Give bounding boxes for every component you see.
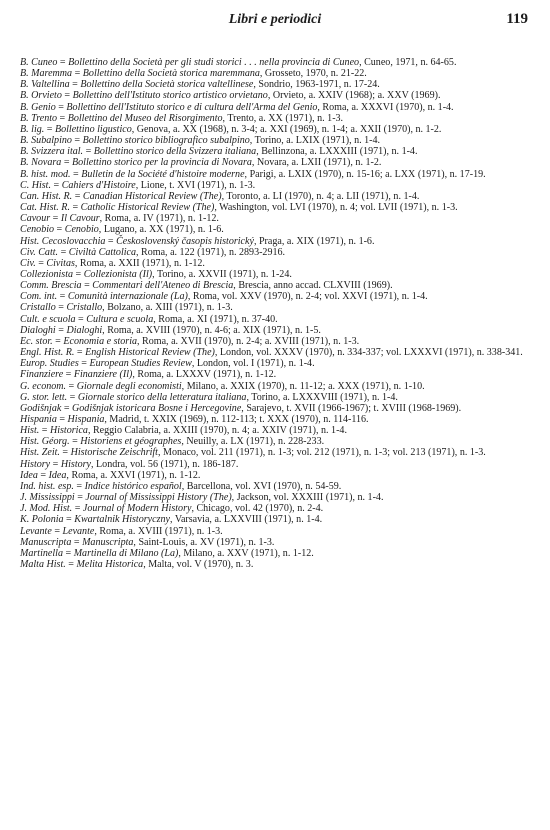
entry-title: Bollettino storico bibliografico subalpino: [82, 135, 250, 147]
entry-title: Comunità internazionale (La): [67, 291, 188, 303]
entry-details: , Novara, a. LXII (1971), n. 1-2.: [251, 157, 382, 169]
list-item: [20, 459, 528, 470]
entry-abbreviation: J. Mississippi: [20, 492, 75, 504]
entry-details: , Jackson, vol. XXXIII (1971), n. 1-4.: [231, 492, 384, 504]
entry-title: European Studies Review: [89, 358, 192, 370]
entry-separator: =: [69, 202, 81, 214]
entry-separator: =: [63, 514, 75, 526]
entry-title: Finanziere (Il): [73, 369, 133, 381]
entry-abbreviation: Civ.: [20, 257, 36, 269]
entry-separator: =: [57, 112, 68, 124]
entry-abbreviation: C. Hist.: [20, 179, 51, 191]
entry-details: , Madrid, t. XXIX (1969), n. 112-113; t. XXX (1970), n. 114-116.: [104, 414, 369, 425]
list-item: [20, 124, 528, 135]
list-item: [20, 180, 528, 191]
list-item: [20, 280, 528, 291]
entry-separator: =: [69, 79, 81, 91]
entry-separator: =: [72, 503, 83, 515]
entry-details: , Roma, a. XXVI (1971), n. 1-12.: [66, 469, 201, 481]
entry-abbreviation: J. Mod. Hist.: [20, 503, 73, 515]
list-item: [20, 79, 528, 90]
entry-details: , Londra, vol. 56 (1971), n. 186-187.: [91, 458, 239, 470]
entry-abbreviation: Cat. Hist. R.: [20, 202, 70, 214]
entry-abbreviation: G. econom.: [20, 380, 67, 392]
entry-separator: =: [71, 135, 83, 147]
entry-abbreviation: Ec. stor.: [20, 335, 53, 347]
entry-title: Historica: [49, 425, 88, 437]
entry-title: Journal of Mississippi History (The): [85, 492, 232, 504]
entry-title: Cenobio: [64, 224, 99, 236]
entry-separator: =: [55, 101, 67, 113]
entry-abbreviation: History: [20, 458, 51, 470]
entry-abbreviation: B. Genio: [20, 101, 56, 113]
entry-details: , Parigi, a. LXIX (1970), n. 15-16; a. LXX (1971), n. 17-19.: [244, 168, 486, 180]
list-item: [20, 492, 528, 503]
entry-details: , Lione, t. XVI (1971), n. 1-3.: [135, 179, 256, 191]
entry-details: , Milano, a. XXV (1971), n. 1-12.: [178, 547, 314, 559]
entry-title: Bollettino della Società per gli studi storici . . . nella provincia di Cuneo: [68, 57, 360, 68]
list-item: [20, 314, 528, 325]
entry-title: Bollettino del Museo del Risorgimento: [67, 112, 223, 124]
entry-abbreviation: Finanziere: [20, 369, 64, 381]
list-item: [20, 236, 528, 247]
entry-details: , Torino, a. LXIX (1971), n. 1-4.: [249, 135, 381, 147]
entry-details: , Milano, a. XXIX (1970), n. 11-12; a. XXX (1971), n. 1-10.: [181, 380, 425, 392]
entry-title: Kwartalnik Historyczny: [74, 514, 170, 526]
entry-details: , London, vol. I (1971), n. 1-4.: [191, 358, 315, 370]
entry-abbreviation: B. Valtellina: [20, 79, 70, 91]
page-header: [0, 10, 550, 34]
entry-details: , Trento, a. XX (1971), n. 1-3.: [222, 112, 344, 124]
list-item: [20, 169, 528, 180]
entry-separator: =: [73, 268, 84, 280]
entry-separator: =: [51, 525, 63, 537]
entry-separator: =: [105, 235, 117, 247]
entry-title: Bollettino ligustico: [54, 123, 132, 135]
entry-separator: =: [65, 559, 77, 571]
entry-title: Historische Zeischrift: [70, 447, 158, 459]
list-item: [20, 414, 528, 425]
list-item: [20, 481, 528, 492]
entry-title: Civitas: [46, 257, 75, 269]
entry-title: Canadian Historical Review (The): [82, 190, 222, 202]
list-item: [20, 548, 528, 559]
list-item: [20, 503, 528, 514]
entry-abbreviation: Collezionista: [20, 268, 74, 280]
entry-abbreviation: Cenobio: [20, 224, 55, 236]
entry-title: Manuscripta: [82, 536, 134, 548]
entry-separator: =: [61, 157, 73, 169]
entry-title: Melita Historica: [76, 559, 144, 571]
entry-abbreviation: B. Novara: [20, 157, 62, 169]
entry-title: History: [60, 458, 92, 470]
entry-title: Idea: [48, 469, 67, 481]
entry-separator: =: [74, 492, 86, 504]
list-item: [20, 68, 528, 79]
entry-abbreviation: Malta Hist.: [20, 559, 66, 571]
entry-details: , Torino, a. LXXXVIII (1971), n. 1-4.: [246, 391, 398, 403]
entry-abbreviation: B. Maremma: [20, 68, 73, 80]
entry-separator: =: [44, 123, 55, 135]
entry-abbreviation: Can. Hist. R.: [20, 190, 73, 202]
entry-details: , London, vol. XXXV (1970), n. 334-337; vol. LXXXVI (1971), n. 338-341.: [214, 347, 523, 359]
entry-abbreviation: Idea: [20, 469, 38, 481]
entry-title: Giornale degli economisti: [76, 380, 182, 392]
entry-separator: =: [51, 179, 62, 191]
entry-abbreviation: Cult. e scuola: [20, 313, 76, 325]
entry-title: Indice histórico español: [84, 480, 182, 492]
entry-details: , Torino, a. XXVII (1971), n. 1-24.: [152, 268, 292, 280]
entry-details: , Toronto, a. LI (1970), n. 4; a. LII (1971), n. 1-4.: [221, 190, 420, 202]
entry-title: Bollettino dell'Istituto storico artistico orvietano: [72, 90, 268, 102]
list-item: [20, 470, 528, 481]
entry-separator: =: [81, 280, 93, 292]
entry-separator: =: [71, 536, 83, 548]
list-item: [20, 291, 528, 302]
list-item: [20, 514, 528, 525]
entry-separator: =: [59, 447, 71, 459]
entry-details: , Roma, a. XI (1971), n. 37-40.: [153, 313, 278, 325]
entry-details: , Grosseto, 1970, n. 21-22.: [259, 68, 367, 80]
entry-details: , Sondrio, 1963-1971, n. 17-24.: [253, 79, 380, 91]
entry-separator: =: [39, 425, 50, 437]
entry-details: , Neuilly, a. LX (1971), n. 228-233.: [181, 436, 325, 448]
entry-details: , Monaco, vol. 211 (1971), n. 1-3; vol. 212 (1971), n. 1-3; vol. 213 (1971), n. 1-3.: [157, 447, 486, 459]
entry-abbreviation: G. stor. lett.: [20, 391, 68, 403]
entry-abbreviation: Dialoghi: [20, 324, 56, 336]
entry-abbreviation: Europ. Studies: [20, 358, 79, 370]
list-item: [20, 269, 528, 280]
list-item: [20, 224, 528, 235]
list-item: [20, 135, 528, 146]
list-item: [20, 381, 528, 392]
entry-details: , Roma, a. XVIII (1970), n. 4-6; a. XIX (1971), n. 1-5.: [102, 324, 321, 336]
entry-abbreviation: Hist. Géorg.: [20, 436, 70, 448]
list-item: [20, 202, 528, 213]
list-item: [20, 146, 528, 157]
entry-abbreviation: Martinella: [20, 547, 63, 559]
entry-details: , Cuneo, 1971, n. 64-65.: [359, 57, 457, 68]
entry-title: Godišnjak istoricara Bosne i Hercegovine: [72, 402, 242, 414]
list-item: [20, 258, 528, 269]
entry-separator: =: [62, 547, 74, 559]
page-number: 119: [506, 11, 528, 27]
entry-separator: =: [67, 391, 78, 403]
entry-separator: =: [78, 358, 90, 370]
list-item: [20, 336, 528, 347]
entry-details: , Roma, a. IV (1971), n. 1-12.: [99, 213, 219, 225]
entry-title: Journal of Modern History: [82, 503, 192, 515]
entry-details: , Reggio Calabria, a. XXIII (1970), n. 4; a. XXIV (1971), n. 1-4.: [87, 425, 347, 437]
entry-details: , Roma, vol. XXV (1970), n. 2-4; vol. XXVI (1971), n. 1-4.: [187, 291, 428, 303]
entry-title: Dialoghi: [66, 324, 103, 336]
entry-details: , Varsavia, a. LXXVIII (1971), n. 1-4.: [169, 514, 323, 526]
entry-details: , Roma, a. 122 (1971), n. 2893-2916.: [136, 246, 286, 258]
entry-details: , Lugano, a. XX (1971), n. 1-6.: [98, 224, 224, 236]
entry-details: , Malta, vol. V (1970), n. 3.: [143, 559, 254, 571]
entry-separator: =: [58, 246, 69, 258]
entry-separator: =: [55, 302, 67, 314]
entry-separator: =: [61, 90, 73, 102]
entry-abbreviation: B. Cuneo: [20, 57, 58, 68]
entry-separator: =: [66, 380, 77, 392]
entry-separator: =: [35, 257, 47, 269]
entry-details: , Roma, a. XVIII (1971), n. 1-3.: [94, 525, 223, 537]
entry-abbreviation: K. Polonia: [20, 514, 64, 526]
list-item: [20, 358, 528, 369]
entry-title: Collezionista (Il): [83, 268, 153, 280]
list-item: [20, 302, 528, 313]
entry-title: Bollettino storico della Svizzera italiana: [93, 146, 257, 158]
list-item: [20, 191, 528, 202]
entry-abbreviation: Hist.: [20, 425, 40, 437]
list-item: [20, 403, 528, 414]
entry-title: Martinella di Milano (La): [73, 547, 179, 559]
entry-abbreviation: B. hist. mod.: [20, 168, 71, 180]
entry-details: , Roma, a. XXII (1971), n. 1-12.: [74, 257, 205, 269]
entry-title: Levante: [62, 525, 95, 537]
entry-separator: =: [70, 168, 82, 180]
entry-title: Cristallo: [66, 302, 103, 314]
list-item: [20, 425, 528, 436]
list-item: [20, 157, 528, 168]
entry-separator: =: [54, 224, 65, 236]
entry-abbreviation: Engl. Hist. R.: [20, 347, 75, 359]
entry-title: Economia e storia: [63, 335, 138, 347]
entry-title: Cahiers d'Histoire: [61, 179, 136, 191]
entry-separator: =: [56, 414, 68, 425]
entry-abbreviation: Cavour: [20, 213, 51, 225]
entry-abbreviation: Godišnjak: [20, 402, 62, 414]
entry-title: Civiltà Cattolica: [68, 246, 137, 258]
entry-separator: =: [55, 324, 67, 336]
entry-title: Bulletin de la Société d'histoire moderne: [81, 168, 245, 180]
list-item: [20, 559, 528, 570]
entry-details: , Praga, a. XIX (1971), n. 1-6.: [253, 235, 375, 247]
entry-abbreviation: Manuscripta: [20, 536, 72, 548]
entry-separator: =: [75, 313, 87, 325]
entry-abbreviation: Civ. Catt.: [20, 246, 59, 258]
entry-separator: =: [72, 68, 83, 80]
entry-abbreviation: Hispania: [20, 414, 57, 425]
list-item: [20, 102, 528, 113]
entry-abbreviation: Comm. Brescia: [20, 280, 82, 292]
entry-details: , Sarajevo, t. XVII (1966-1967); t. XVIII (1968-1969).: [241, 402, 462, 414]
list-item: [20, 392, 528, 403]
entry-separator: =: [61, 402, 73, 414]
list-item: [20, 213, 528, 224]
entry-abbreviation: Hist. Cecoslovacchia: [20, 235, 106, 247]
entry-separator: =: [50, 458, 61, 470]
entry-title: Bollettino dell'Istituto storico e di cultura dell'Arma del Genio: [66, 101, 318, 113]
entry-abbreviation: Ind. hist. esp.: [20, 480, 74, 492]
entry-title: English Historical Review (The): [85, 347, 215, 359]
entry-separator: =: [57, 57, 69, 68]
entry-separator: =: [72, 190, 83, 202]
entry-details: , Roma, a. LXXXV (1971), n. 1-12.: [132, 369, 277, 381]
entry-details: , Roma, a. XVII (1970), n. 2-4; a. XVIII (1971), n. 1-3.: [137, 335, 360, 347]
entry-abbreviation: B. Orvieto: [20, 90, 62, 102]
entry-abbreviation: B. Svizzera ital.: [20, 146, 84, 158]
entry-abbreviation: B. Subalpino: [20, 135, 72, 147]
entry-details: , Roma, a. XXXVI (1970), n. 1-4.: [317, 101, 454, 113]
entry-separator: =: [74, 347, 86, 359]
entry-details: , Bellinzona, a. LXXXIII (1971), n. 1-4.: [256, 146, 418, 158]
entry-abbreviation: B. lig.: [20, 123, 45, 135]
periodicals-list: [20, 57, 528, 570]
entry-abbreviation: Cristallo: [20, 302, 56, 314]
entry-details: , Bolzano, a. XIII (1971), n. 1-3.: [102, 302, 233, 314]
entry-abbreviation: Hist. Zeit.: [20, 447, 60, 459]
list-item: [20, 347, 528, 358]
entry-details: , Chicago, vol. 42 (1970), n. 2-4.: [191, 503, 324, 515]
entry-separator: =: [52, 335, 64, 347]
entry-title: Hispania: [67, 414, 105, 425]
entry-title: Bollettino storico per la provincia di Novara: [72, 157, 252, 169]
entry-title: Bollettino della Società storica maremmana: [82, 68, 260, 80]
list-item: [20, 247, 528, 258]
entry-details: , Orvieto, a. XXIV (1968); a. XXV (1969).: [267, 90, 441, 102]
list-item: [20, 57, 528, 68]
entry-title: Bollettino della Società storica valtellinese: [80, 79, 254, 91]
entry-title: Commentari dell'Ateneo di Brescia: [92, 280, 234, 292]
entry-separator: =: [83, 146, 94, 158]
list-item: [20, 369, 528, 380]
list-item: [20, 325, 528, 336]
list-item: [20, 537, 528, 548]
entry-separator: =: [69, 436, 81, 448]
entry-abbreviation: Levante: [20, 525, 52, 537]
entry-title: Giornale storico della letteratura italiana: [77, 391, 247, 403]
list-item: [20, 90, 528, 101]
entry-title: Cultura e scuola: [86, 313, 154, 325]
entry-details: , Genova, a. XX (1968), n. 3-4; a. XXI (1969), n. 1-4; a. XXII (1970), n. 1-2.: [131, 123, 442, 135]
entry-details: , Saint-Louis, a. XV (1971), n. 1-3.: [133, 536, 275, 548]
entry-details: , Barcellona, vol. XVI (1970), n. 54-59.: [181, 480, 342, 492]
list-item: [20, 526, 528, 537]
list-item: [20, 113, 528, 124]
entry-details: , Washington, vol. LVI (1970), n. 4; vol. LVII (1971), n. 1-3.: [214, 202, 458, 214]
entry-abbreviation: B. Trento: [20, 112, 58, 124]
entry-separator: =: [63, 369, 74, 381]
entry-separator: =: [50, 213, 61, 225]
list-item: [20, 447, 528, 458]
entry-title: Il Cavour: [60, 213, 100, 225]
entry-separator: =: [73, 480, 85, 492]
entry-separator: =: [37, 469, 49, 481]
entry-title: Catholic Historical Review (The): [80, 202, 215, 214]
entry-title: Historiens et géographes: [80, 436, 182, 448]
running-title: Libri e periodici: [228, 12, 322, 27]
entry-details: , Brescia, anno accad. CLXVIII (1969).: [233, 280, 393, 292]
list-item: [20, 436, 528, 447]
entry-separator: =: [57, 291, 68, 303]
entry-abbreviation: Com. int.: [20, 291, 58, 303]
entry-title: Československý časopis historický: [116, 235, 254, 247]
